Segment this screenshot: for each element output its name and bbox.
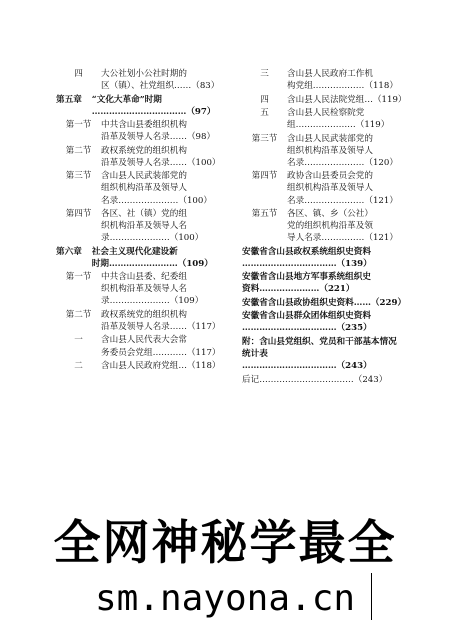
toc-line: 党的组织机构沿革及领 [287, 221, 373, 232]
toc-line: 录…………………（100） [101, 233, 204, 244]
toc-line: 统计表 [242, 348, 268, 359]
toc-line: 录…………………（109） [101, 296, 204, 307]
chapter-number: 第五章 [56, 94, 82, 105]
toc-entry-title [101, 170, 228, 206]
toc-line: 资料…………………（221） [242, 284, 355, 295]
toc-line: 各区、镇、乡（公社） [287, 208, 373, 219]
toc-line: 沿革及领导人名录……（117） [101, 322, 221, 332]
toc-entry [56, 119, 228, 143]
section-number: 五 [260, 108, 269, 119]
toc-line: “文化大革命”时期 [91, 94, 162, 105]
toc-line: 政权系统党的组织机构 [101, 309, 187, 320]
toc-line: 导人名录……………（121） [287, 233, 398, 244]
toc-line: ……………………………（97） [91, 106, 216, 117]
toc-entry [56, 94, 228, 118]
toc-line: 区（镇）、社党组织……（83） [101, 81, 220, 92]
toc-entry-title [101, 271, 228, 307]
toc-entry-title [101, 360, 228, 372]
toc-line: 大公社划小公社时期的 [101, 69, 187, 79]
toc-line: 组织机构沿革及领导人 [287, 183, 373, 194]
toc-entry-title [101, 309, 228, 333]
toc-entry [56, 68, 228, 92]
toc-entry [56, 309, 228, 333]
toc-line: 含山县人民武装部党的 [101, 171, 187, 182]
section-number: 第三节 [65, 171, 92, 182]
watermark-url: sm.nayona.cn [94, 578, 356, 619]
toc-line: 名录…………………（100） [101, 195, 212, 206]
toc-line: 含山县人民代表大会常 [101, 335, 187, 346]
toc-line: 附：含山县党组织、党员和干部基本情况 [242, 336, 397, 347]
toc-line: 组织机构沿革及领导人 [101, 183, 187, 194]
toc-line: ……………………………（139） [242, 258, 372, 269]
toc-entry [242, 133, 416, 169]
toc-entry [56, 246, 228, 270]
toc-entry [242, 297, 416, 309]
toc-entry-title [242, 246, 416, 270]
toc-entry-title [101, 208, 228, 244]
toc-line: 织机构沿革及领导人名 [101, 221, 187, 232]
section-number: 二 [74, 361, 83, 372]
toc-entry [56, 145, 228, 169]
toc-entry [242, 94, 416, 106]
toc-line: 安徽省含山县地方军事系统组织史 [242, 272, 371, 283]
toc-entry-title [101, 145, 228, 169]
toc-line: 名录…………………（120） [287, 157, 398, 168]
toc-entry [242, 208, 416, 244]
toc-line: 务委员会党组…………（117） [101, 347, 221, 358]
toc-entry [242, 310, 416, 334]
toc-entry-title [101, 68, 228, 92]
toc-entry [56, 360, 228, 372]
toc-entry-title [92, 94, 228, 118]
toc-entry-title [101, 119, 228, 143]
toc-line: ……………………………（235） [242, 323, 372, 334]
section-number: 三 [260, 69, 269, 79]
text-cursor [371, 573, 372, 620]
section-number: 第二节 [65, 309, 92, 320]
toc-line: 名录…………………（121） [287, 195, 398, 206]
toc-entry-title [287, 68, 416, 92]
toc-line: 含山县人民武装部党的 [287, 133, 373, 144]
toc-line: 安徽省含山县政协组织史资料……（229） [242, 297, 407, 308]
toc-entry [242, 170, 416, 206]
toc-line: 组…………………（119） [287, 120, 390, 131]
toc-line: 政协含山县委员会党的 [287, 171, 373, 182]
toc-entry [242, 336, 416, 372]
toc-line: 含山县人民政府党组…（118） [101, 361, 221, 372]
toc-entry [56, 208, 228, 244]
toc-entry-title [287, 107, 416, 131]
toc-line: 各区、社（镇）党的组 [101, 208, 187, 219]
toc-line: 构党组………………（118） [287, 81, 398, 92]
toc-line: 沿革及领导人名录……（100） [101, 157, 221, 168]
toc-entry-title [242, 374, 416, 386]
toc-entry-title [287, 133, 416, 169]
section-number: 第五节 [251, 208, 278, 219]
toc-line: 中共含山县委、纪委组 [101, 272, 187, 283]
toc-entry [242, 246, 416, 270]
toc-line: 社会主义现代化建设新 [91, 246, 178, 257]
toc-entry-title [287, 94, 416, 106]
toc-line: 含山县人民法院党组…（119） [287, 94, 407, 105]
toc-line: 组织机构沿革及领导人 [287, 145, 373, 156]
toc-entry-title [242, 310, 416, 334]
section-number: 四 [74, 69, 83, 79]
toc-line: ……………………………（243） [242, 361, 372, 372]
section-number: 四 [260, 94, 269, 105]
toc-line: 中共含山县委组织机构 [101, 120, 187, 131]
section-number: 第四节 [251, 171, 278, 182]
toc-entry-title [242, 336, 416, 372]
toc-line: 沿革及领导人名录……（98） [101, 132, 216, 143]
section-number: 第四节 [65, 208, 92, 219]
toc-entry [242, 271, 416, 295]
toc-line: 政权系统党的组织机构 [101, 145, 187, 156]
toc-entry [56, 334, 228, 358]
toc-line: 后记……………………………（243） [242, 374, 388, 385]
toc-line: 织机构沿革及领导人名 [101, 284, 187, 295]
toc-line: 时期……………………（109） [91, 258, 213, 269]
toc-entry-title [287, 208, 416, 244]
watermark-slogan: 全网神秘学最全 [53, 516, 397, 571]
toc-entry-title [92, 246, 228, 270]
toc-entry [242, 107, 416, 131]
toc-entry [56, 271, 228, 307]
toc-entry-title [287, 170, 416, 206]
toc-entry-title [242, 297, 416, 309]
section-number: 第二节 [65, 145, 92, 156]
toc-entry [242, 374, 416, 386]
toc-entry-title [101, 334, 228, 358]
toc-line: 含山县人民检察院党 [287, 108, 365, 119]
section-number: 第一节 [65, 272, 92, 283]
toc-entry [242, 68, 416, 92]
toc-entry [56, 170, 228, 206]
section-number: 一 [74, 335, 83, 346]
toc-line: 含山县人民政府工作机 [287, 69, 373, 79]
toc-line: 安徽省含山县群众团体组织史资料 [242, 311, 371, 322]
section-number: 第三节 [251, 133, 278, 144]
section-number: 第一节 [65, 120, 92, 131]
toc-column-left [56, 68, 228, 374]
toc-line: 安徽省含山县政权系统组织史资料 [242, 246, 371, 257]
chapter-number: 第六章 [56, 246, 82, 257]
toc-column-right [242, 68, 416, 387]
toc-entry-title [242, 271, 416, 295]
